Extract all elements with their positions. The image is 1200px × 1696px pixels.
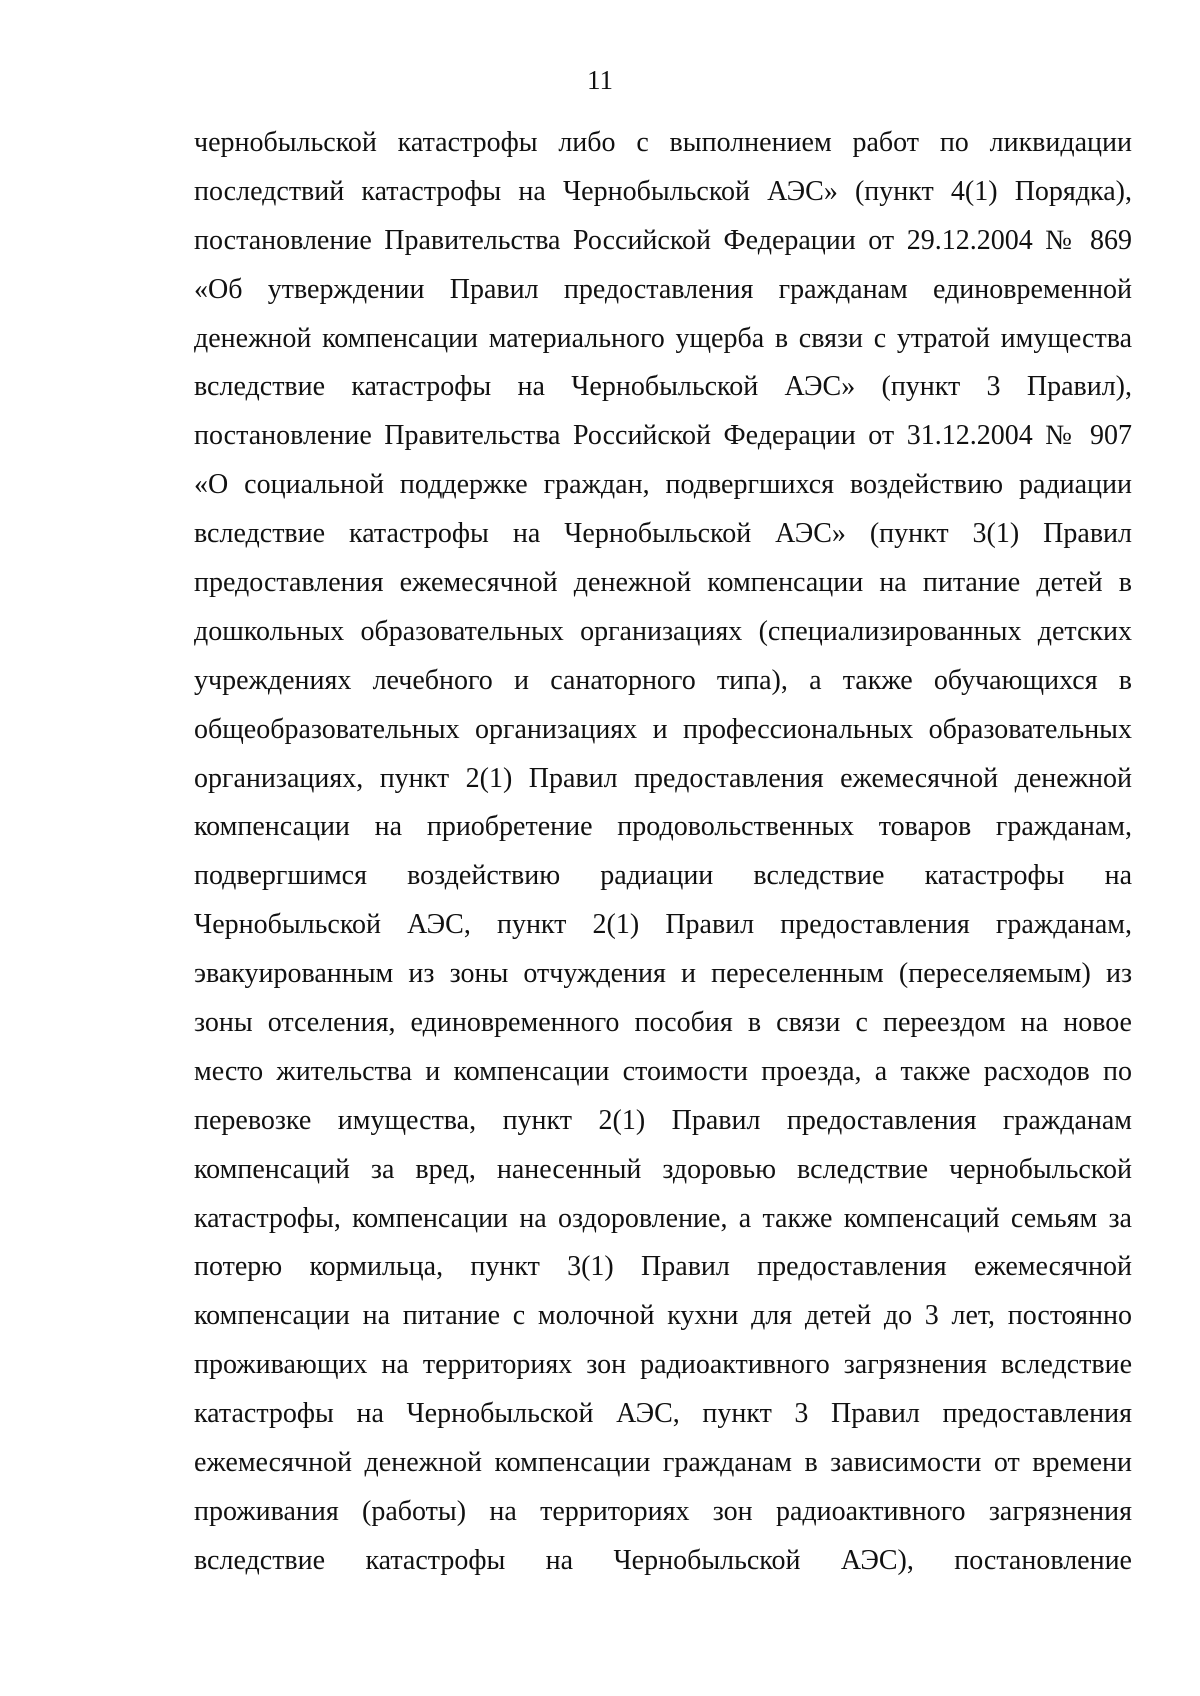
text-line: катастрофы на Чернобыльской АЭС, пункт 3 Правил предоставления xyxy=(194,1398,1132,1430)
text-line: компенсации на приобретение продовольственных товаров гражданам, xyxy=(194,811,1132,843)
text-line: Чернобыльской АЭС, пункт 2(1) Правил предоставления гражданам, xyxy=(194,909,1132,941)
text-line: предоставления ежемесячной денежной компенсации на питание детей в xyxy=(194,567,1132,599)
text-line: эвакуированным из зоны отчуждения и переселенным (переселяемым) из xyxy=(194,958,1132,990)
text-line: проживания (работы) на территориях зон радиоактивного загрязнения xyxy=(194,1495,1132,1527)
text-line: вследствие катастрофы на Чернобыльской АЭС), постановление xyxy=(194,1544,1132,1576)
text-line: вследствие катастрофы на Чернобыльской АЭС» (пункт 3(1) Правил xyxy=(194,518,1132,550)
text-line: постановление Правительства Российской Федерации от 29.12.2004 № 869 xyxy=(194,224,1132,256)
text-line: вследствие катастрофы на Чернобыльской АЭС» (пункт 3 Правил), xyxy=(194,371,1132,403)
text-line: подвергшимся воздействию радиации вследствие катастрофы на xyxy=(194,860,1132,892)
text-line: «Об утверждении Правил предоставления гражданам единовременной xyxy=(194,273,1132,305)
text-line: «О социальной поддержке граждан, подвергшихся воздействию радиации xyxy=(194,469,1132,501)
text-line: последствий катастрофы на Чернобыльской АЭС» (пункт 4(1) Порядка), xyxy=(194,175,1132,207)
text-line: зоны отселения, единовременного пособия в связи с переездом на новое xyxy=(194,1007,1132,1039)
text-line: дошкольных образовательных организациях (специализированных детских xyxy=(194,615,1132,647)
document-body xyxy=(194,119,1132,1586)
text-line: учреждениях лечебного и санаторного типа), а также обучающихся в xyxy=(194,664,1132,696)
text-line: перевозке имущества, пункт 2(1) Правил предоставления гражданам xyxy=(194,1104,1132,1136)
text-line: ежемесячной денежной компенсации гражданам в зависимости от времени xyxy=(194,1447,1132,1479)
text-line: общеобразовательных организациях и профессиональных образовательных xyxy=(194,713,1132,745)
text-line: постановление Правительства Российской Федерации от 31.12.2004 № 907 xyxy=(194,420,1132,452)
text-line: место жительства и компенсации стоимости проезда, а также расходов по xyxy=(194,1055,1132,1087)
text-line: чернобыльской катастрофы либо с выполнением работ по ликвидации xyxy=(194,127,1132,158)
text-line: потерю кормильца, пункт 3(1) Правил предоставления ежемесячной xyxy=(194,1251,1132,1283)
text-line: компенсаций за вред, нанесенный здоровью вследствие чернобыльской xyxy=(194,1153,1132,1185)
text-line: компенсации на питание с молочной кухни для детей до 3 лет, постоянно xyxy=(194,1300,1132,1332)
page-number: 11 xyxy=(587,65,613,95)
text-line: организациях, пункт 2(1) Правил предоставления ежемесячной денежной xyxy=(194,762,1132,794)
text-line: проживающих на территориях зон радиоактивного загрязнения вследствие xyxy=(194,1349,1132,1381)
text-line: денежной компенсации материального ущерба в связи с утратой имущества xyxy=(194,322,1132,354)
text-line: катастрофы, компенсации на оздоровление, а также компенсаций семьям за xyxy=(194,1202,1132,1234)
